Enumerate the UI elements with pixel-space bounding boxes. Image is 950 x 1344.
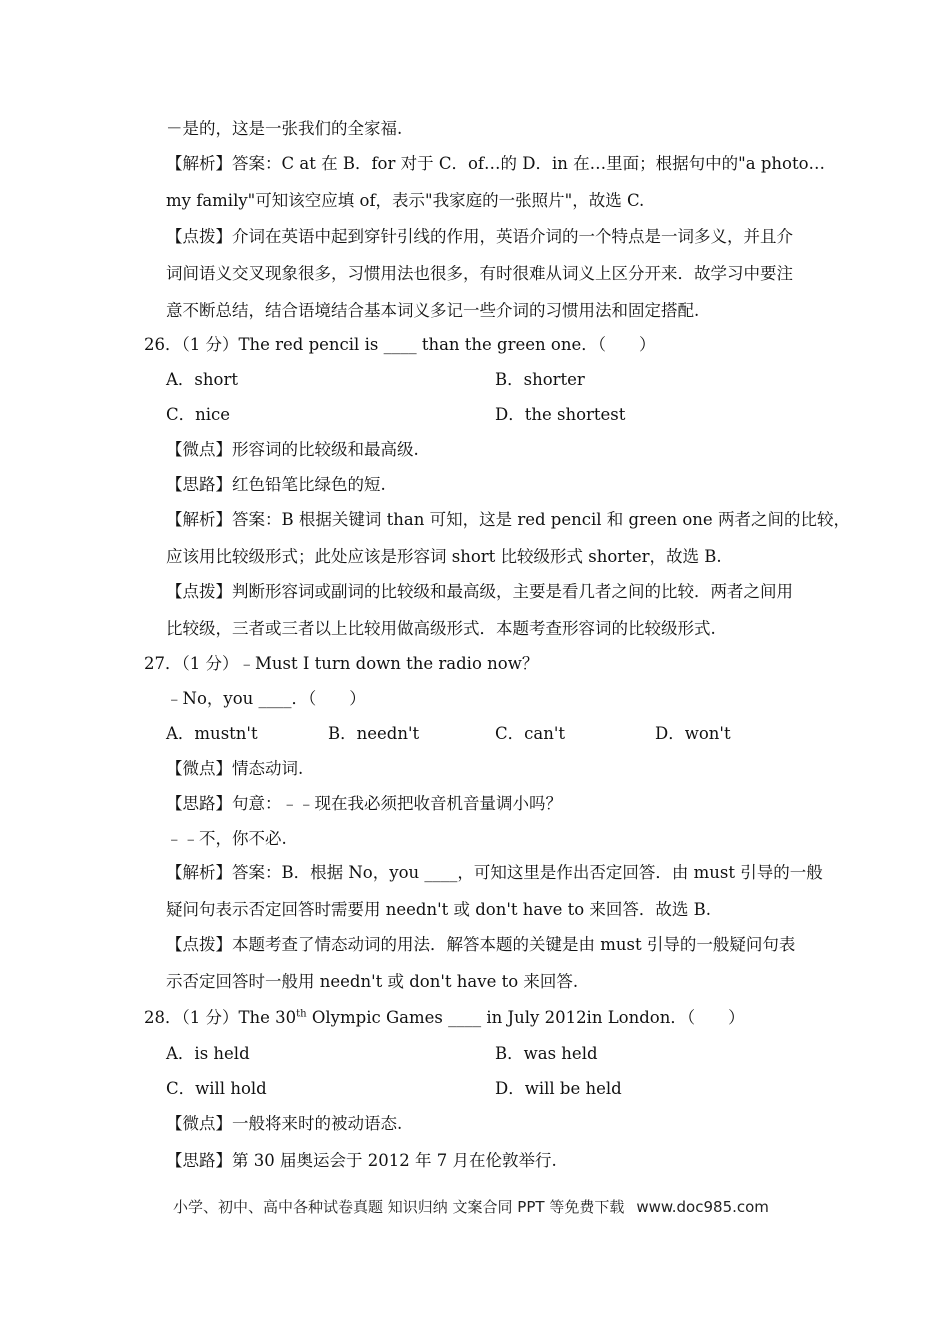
question-27-stem-reply: ﹣No，you ____．（ ）: [166, 689, 366, 708]
q27-option-a: A．mustn't: [166, 724, 258, 743]
q28-option-b: B．was held: [495, 1044, 598, 1063]
q27-analysis-line: 疑问句表示否定回答时需要用 needn't 或 don't have to 来回答．故选 B.: [166, 900, 711, 919]
q26-option-a: A．short: [166, 370, 238, 389]
q26-reasoning: 【思路】红色铅笔比绿色的短.: [166, 475, 386, 494]
tip-line: 意不断总结，结合语境结合基本词义多记一些介词的习惯用法和固定搭配.: [166, 301, 700, 320]
question-27-stem: 27．（1 分）﹣Must I turn down the radio now？: [144, 654, 539, 673]
q28-reasoning: 【思路】第 30 届奥运会于 2012 年 7 月在伦敦举行.: [166, 1151, 557, 1170]
q28-stem-end: Olympic Games ____ in July 2012in London．（ ）: [306, 1008, 745, 1027]
q28-key-point: 【微点】一般将来时的被动语态.: [166, 1114, 403, 1133]
q26-option-b: B．shorter: [495, 370, 585, 389]
q26-option-c: C．nice: [166, 405, 231, 424]
q27-key-point: 【微点】情态动词.: [166, 759, 304, 778]
q28-option-d: D．will be held: [495, 1079, 622, 1098]
page-footer: [173, 1196, 769, 1218]
question-28-stem: [144, 1007, 745, 1029]
q28-ordinal-suffix: th: [296, 1008, 307, 1020]
question-26-stem: 26．（1 分）The red pencil is ____ than the green one．（ ）: [144, 335, 656, 354]
q27-reasoning-line: 【思路】句意：﹣﹣现在我必须把收音机音量调小吗？: [166, 794, 562, 813]
q27-analysis-line: 【解析】答案：B．根据 No，you ____，可知这里是作出否定回答．由 must 引导的一般: [166, 863, 823, 882]
tip-line: 词间语义交叉现象很多，习惯用法也很多，有时很难从词义上区分开来．故学习中要注: [166, 264, 793, 283]
analysis-line: my family"可知该空应填 of，表示"我家庭的一张照片"，故选 C.: [166, 191, 645, 210]
tip-line: 【点拨】介词在英语中起到穿针引线的作用，英语介词的一个特点是一词多义，并且介: [166, 227, 793, 246]
translation-line: －是的，这是一张我们的全家福.: [166, 119, 403, 138]
q27-tip-line: 示否定回答时一般用 needn't 或 don't have to 来回答.: [166, 972, 579, 991]
footer-text: 小学、初中、高中各种试卷真题 知识归纳 文案合同 PPT 等免费下载: [173, 1198, 625, 1216]
q26-option-d: D．the shortest: [495, 405, 626, 424]
q26-analysis-line: 【解析】答案：B 根据关键词 than 可知，这是 red pencil 和 green one 两者之间的比较，: [166, 510, 850, 529]
q26-tip-line: 比较级，三者或三者以上比较用做高级形式．本题考查形容词的比较级形式.: [166, 619, 716, 638]
q28-option-c: C．will hold: [166, 1079, 267, 1098]
q27-reasoning-line: ﹣﹣不，你不必.: [166, 829, 287, 848]
q26-key-point: 【微点】形容词的比较级和最高级.: [166, 440, 419, 459]
q27-option-c: C．can't: [495, 724, 565, 743]
q27-option-b: B．needn't: [328, 724, 420, 743]
q26-tip-line: 【点拨】判断形容词或副词的比较级和最高级，主要是看几者之间的比较．两者之间用: [166, 582, 793, 601]
analysis-line: 【解析】答案：C at 在 B．for 对于 C．of…的 D．in 在…里面；根据句中的"a photo…: [166, 154, 826, 173]
q26-analysis-line: 应该用比较级形式；此处应该是形容词 short 比较级形式 shorter，故选 B.: [166, 547, 722, 566]
footer-url[interactable]: www.doc985.com: [636, 1198, 769, 1216]
q27-tip-line: 【点拨】本题考查了情态动词的用法．解答本题的关键是由 must 引导的一般疑问句表: [166, 935, 796, 954]
q28-stem-start: 28．（1 分）The 30: [144, 1008, 297, 1027]
q27-option-d: D．won't: [655, 724, 731, 743]
q28-option-a: A．is held: [166, 1044, 250, 1063]
